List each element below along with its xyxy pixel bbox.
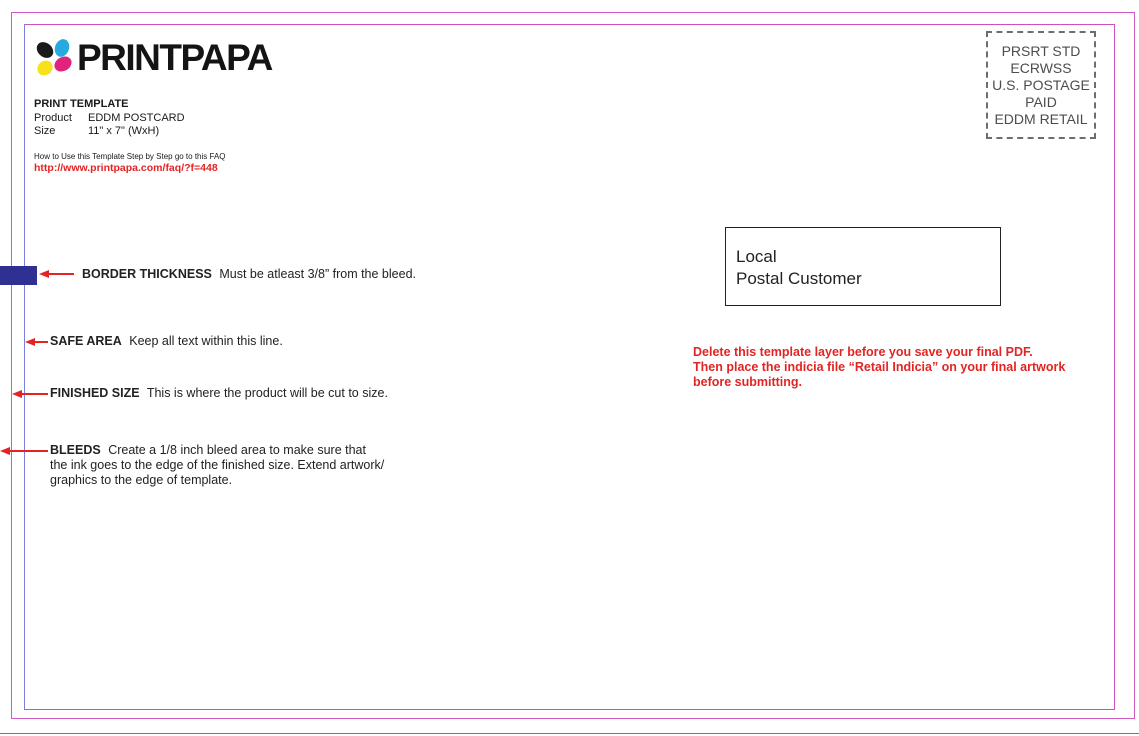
warning-line-3: before submitting. (693, 375, 803, 389)
page-bottom-line (0, 733, 1139, 734)
warning-line-1: Delete this template layer before you save your final PDF. (693, 345, 1033, 359)
size-value: 11" x 7" (WxH) (88, 125, 160, 137)
legend-finished-text: This is where the product will be cut to size. (146, 386, 388, 400)
size-label: Size (34, 125, 56, 137)
template-title: PRINT TEMPLATE (34, 98, 129, 110)
legend-border-text: Must be atleast 3/8” from the bleed. (219, 267, 416, 281)
legend-finished-title: FINISHED SIZE (50, 386, 140, 400)
indicia-line: EDDM RETAIL (994, 110, 1088, 127)
address-line-1: Local (736, 247, 777, 266)
indicia-line: U.S. POSTAGE (992, 76, 1090, 93)
address-line-2: Postal Customer (736, 269, 862, 288)
warning-line-2: Then place the indicia file “Retail Indicia” on your final artwork (693, 360, 1066, 374)
howto-text: How to Use this Template Step by Step go to this FAQ (34, 152, 226, 161)
indicia-line: PRSRT STD (1001, 42, 1081, 59)
legend-safe-title: SAFE AREA (50, 334, 122, 348)
legend-bleeds-line-2: the ink goes to the edge of the finished size. Extend artwork/ (50, 458, 385, 472)
faq-link[interactable]: http://www.printpapa.com/faq/?f=448 (34, 162, 218, 174)
legend-safe-text: Keep all text within this line. (129, 334, 283, 348)
bleeds-arrow-icon (0, 447, 48, 455)
address-box (725, 227, 1001, 306)
logo-wordmark: PRINTPAPA (77, 37, 272, 78)
template-warning (693, 345, 1065, 390)
safe-arrow-icon (25, 338, 48, 346)
legend-finished (50, 386, 388, 401)
legend-bleeds (50, 443, 384, 488)
legend-border-title: BORDER THICKNESS (82, 267, 212, 281)
product-label: Product (34, 112, 72, 124)
border-arrow-icon (39, 270, 74, 278)
finished-arrow-icon (12, 390, 48, 398)
indicia-line: ECRWSS (1010, 59, 1072, 76)
legend-safe (50, 334, 283, 349)
indicia-line: PAID (1025, 93, 1057, 110)
legend-border (82, 267, 416, 282)
legend-bleeds-line-1: Create a 1/8 inch bleed area to make sure that (108, 443, 366, 457)
legend-bleeds-title: BLEEDS (50, 443, 101, 457)
postage-indicia (986, 31, 1096, 139)
legend-bleeds-line-3: graphics to the edge of template. (50, 473, 233, 487)
product-value: EDDM POSTCARD (88, 112, 185, 124)
